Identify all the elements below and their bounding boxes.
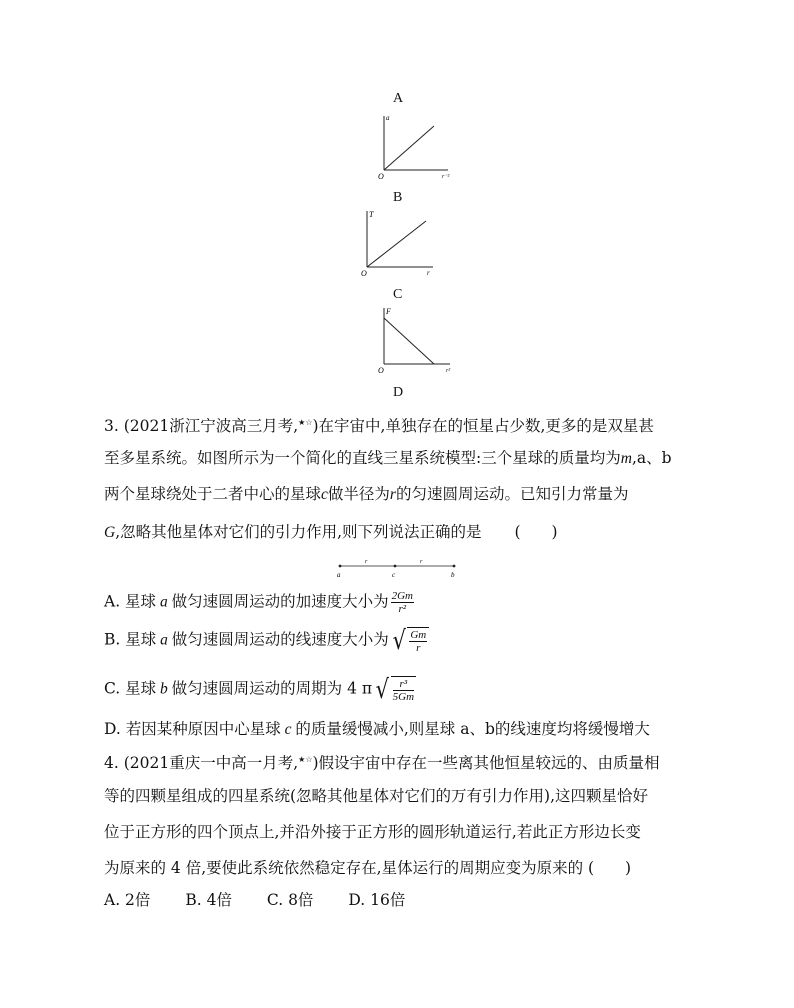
- graph-label-a: A: [393, 91, 404, 106]
- graph-label-b: B: [393, 190, 403, 205]
- q3-option-d[interactable]: D. 若因某种原因中心星球 c 的质量缓慢减小,则星球 a、b的线速度均将缓慢增大: [104, 720, 650, 738]
- q4-line-4: 为原来的 4 倍,要使此系统依然稳定存在,星体运行的周期应变为原来的 ( ): [104, 859, 632, 877]
- graph-a: [376, 110, 458, 186]
- radius-label-right: r: [420, 559, 423, 565]
- q4-option-c[interactable]: C. 8倍: [266, 891, 314, 909]
- fraction: $\frac{2Gm}{\text{r²}}$: [391, 590, 413, 615]
- graph-b: [359, 207, 441, 283]
- q4-line-2: 等的四颗星组成的四星系统(忽略其他星体对它们的万有引力作用),这四颗星恰好: [104, 787, 649, 805]
- q4-number: 4.: [104, 754, 119, 773]
- q3-option-a[interactable]: A. 星球 a 做匀速圆周运动的加速度大小为 $\frac{2Gm}{\text{r²}}$: [104, 590, 413, 615]
- q3-option-b[interactable]: B. 星球 a 做匀速圆周运动的线速度大小为 √ $\frac{Gm}{r}$: [104, 627, 429, 654]
- star-b-label: b: [451, 571, 455, 579]
- difficulty-stars-icon: ★☆: [298, 418, 313, 427]
- square-root: √ $\frac{Gm}{r}$: [391, 627, 429, 654]
- q3-line-2: 至多星系统。如图所示为一个简化的直线三星系统模型:三个星球的质量均为m,a、b: [104, 449, 672, 467]
- graph-a-x-label: r⁻²: [442, 174, 450, 180]
- radius-label-left: r: [365, 559, 368, 565]
- q4-options: [104, 890, 405, 910]
- q3-option-c[interactable]: C. 星球 b 做匀速圆周运动的周期为 4 π √ $\frac{\text{r³}}{5Gm}$: [104, 674, 415, 705]
- q4-option-d[interactable]: D. 16倍: [348, 891, 406, 909]
- graph-b-x-label: r: [427, 269, 430, 277]
- graph-a-origin: O: [378, 172, 384, 181]
- square-root: √ $\frac{\text{r³}}{5Gm}$: [375, 674, 415, 705]
- q4-line-3: 位于正方形的四个顶点上,并沿外接于正方形的圆形轨道运行,若此正方形边长变: [104, 823, 641, 841]
- graph-c-y-label: F: [386, 307, 391, 316]
- q3-line-1: 3. (2021浙江宁波高三月考,★☆)在宇宙中,单独存在的恒星占少数,更多的是双星甚: [104, 417, 654, 436]
- answer-bracket: ( ): [514, 523, 558, 541]
- graph-a-y-label: a: [386, 114, 390, 122]
- q3-number: 3.: [104, 417, 119, 436]
- difficulty-stars-icon: ★☆: [298, 755, 313, 764]
- graph-label-c: C: [393, 287, 403, 302]
- three-star-diagram: [334, 558, 464, 584]
- graph-c-x-label: r²: [446, 368, 451, 374]
- q4-line-1: 4. (2021重庆一中高一月考,★☆)假设宇宙中存在一些离其他恒星较远的、由质量相: [104, 754, 660, 773]
- graph-c-origin: O: [378, 366, 384, 375]
- graph-b-origin: O: [361, 269, 367, 278]
- star-a-label: a: [337, 571, 341, 579]
- graph-b-y-label: T: [369, 210, 374, 219]
- graph-c: [376, 304, 458, 380]
- q3-source: (2021浙江宁波高三月考,: [123, 417, 299, 436]
- star-c-label: c: [392, 571, 396, 579]
- q4-option-b[interactable]: B. 4倍: [185, 891, 232, 909]
- graph-label-d: D: [393, 385, 404, 400]
- q4-source: (2021重庆一中高一月考,: [123, 754, 299, 773]
- q4-option-a[interactable]: A. 2倍: [104, 891, 151, 909]
- q3-line-4: G,忽略其他星体对它们的引力作用,则下列说法正确的是 ( ): [104, 523, 558, 541]
- q3-line-3: 两个星球绕处于二者中心的星球c做半径为r的匀速圆周运动。已知引力常量为: [104, 485, 629, 503]
